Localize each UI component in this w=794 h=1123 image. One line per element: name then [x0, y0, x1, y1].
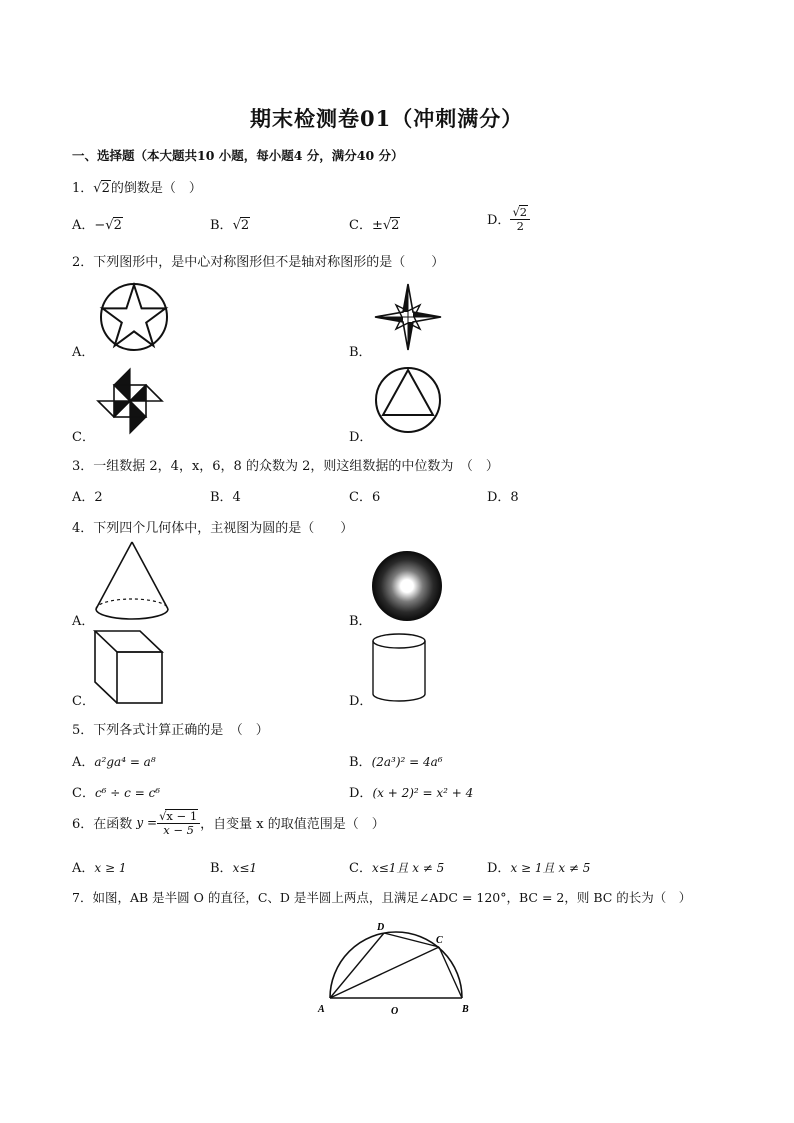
q5-option-c[interactable]: [72, 782, 160, 801]
cube-figure: [94, 630, 164, 704]
q4-option-d[interactable]: D．: [349, 694, 373, 709]
question-7-stem: 7．如图，AB 是半圆 O 的直径，C、D 是半圆上两点，且满足∠ADC = 120°，BC = 2，则 BC 的长为（ ）: [72, 890, 692, 905]
circle-triangle-figure: [374, 366, 442, 434]
q1-d-denominator: 2: [516, 218, 524, 233]
q5-option-d[interactable]: [349, 782, 473, 801]
q6-c-expression: x≤1且 x ≠ 5: [371, 861, 445, 875]
q2-option-b[interactable]: B．: [349, 345, 372, 360]
q6-option-c[interactable]: [349, 857, 444, 876]
option-label: A．: [72, 861, 95, 876]
option-label: A．: [72, 218, 95, 233]
option-label: B．: [210, 861, 233, 876]
compass-star-figure: [374, 283, 442, 351]
q6-a-expression: x ≥ 1: [94, 861, 127, 875]
q6-option-b[interactable]: [210, 857, 257, 876]
option-label: B．: [349, 755, 372, 770]
pinwheel-figure: [96, 367, 164, 435]
q3-option-b[interactable]: B．4: [210, 490, 241, 505]
q6-option-a[interactable]: [72, 857, 126, 876]
circle-star-figure: [98, 281, 170, 353]
option-label: C．: [349, 861, 372, 876]
q2-option-c[interactable]: C．: [72, 430, 95, 445]
q1-a-radicand: 2: [113, 218, 122, 233]
label-a: A: [318, 1004, 325, 1015]
option-label: D．: [487, 861, 511, 876]
q5-c-expression: c⁶ ÷ c = c⁶: [94, 786, 161, 800]
q1-option-d[interactable]: D． $\frac{√2}{2}$: [487, 205, 530, 232]
question-4-stem: 4．下列四个几何体中，主视图为圆的是（ ）: [72, 521, 354, 536]
q6-function-lhs: y =: [136, 815, 158, 830]
question-6-stem: [72, 809, 385, 836]
q6-numerator: x − 1: [166, 809, 198, 823]
q4-option-c[interactable]: C．: [72, 694, 95, 709]
q6-b-expression: x≤1: [232, 861, 258, 875]
q3-option-a[interactable]: A．2: [72, 490, 103, 505]
label-c: C: [436, 935, 443, 946]
section-heading: 一、选择题（本大题共10 小题，每小题4 分，满分40 分）: [72, 148, 404, 163]
q6-option-d[interactable]: [487, 857, 590, 876]
cylinder-figure: [371, 633, 427, 703]
q6-d-expression: x ≥ 1且 x ≠ 5: [510, 861, 591, 875]
option-label: C．: [72, 786, 95, 801]
q6-denominator: x − 5: [163, 822, 194, 837]
label-d: D: [377, 922, 385, 933]
q6-prefix: 6．在函数: [72, 817, 137, 833]
q4-option-b[interactable]: B．: [349, 614, 372, 629]
q5-d-expression: (x + 2)² = x² + 4: [372, 786, 474, 800]
q1-c-radicand: 2: [391, 218, 400, 233]
sphere-figure: [371, 550, 443, 622]
q3-option-c[interactable]: C．6: [349, 490, 381, 505]
option-label: A．: [72, 755, 95, 770]
question-1-stem: 1．√2的倒数是（ ）: [72, 181, 202, 196]
cone-figure: [94, 541, 170, 623]
q2-option-d[interactable]: D．: [349, 430, 373, 445]
q1-suffix: 的倒数是（ ）: [110, 181, 202, 196]
option-label: C．: [349, 218, 372, 233]
q6-suffix: ，自变量 x 的取值范围是（ ）: [200, 817, 385, 833]
q1-a-sign: −: [94, 218, 106, 233]
q2-option-a[interactable]: A．: [72, 345, 95, 360]
q5-a-expression: a²ga⁴ = a⁸: [94, 755, 156, 769]
q1-radicand: 2: [101, 181, 110, 196]
q3-option-d[interactable]: D．8: [487, 490, 519, 505]
semicircle-figure: [318, 918, 474, 1018]
q1-option-b[interactable]: B．√2: [210, 218, 250, 233]
page-title: 期末检测卷01（冲刺满分）: [250, 106, 524, 131]
q5-b-expression: (2a³)² = 4a⁶: [371, 755, 443, 769]
q1-prefix: 1．: [72, 181, 94, 196]
question-3-stem: 3．一组数据 2，4，x，6，8 的众数为 2，则这组数据的中位数为 （ ）: [72, 459, 499, 474]
option-label: B．: [210, 218, 233, 233]
q5-option-a[interactable]: [72, 751, 156, 770]
label-o: O: [391, 1006, 399, 1017]
q1-option-c[interactable]: C．±√2: [349, 218, 400, 233]
q1-c-sign: ±: [371, 218, 383, 233]
option-label: D．: [349, 786, 373, 801]
q6-fraction: $\frac{√x - 1}{x - 5}$: [157, 809, 200, 836]
q5-option-b[interactable]: [349, 751, 443, 770]
question-2-stem: 2．下列图形中，是中心对称图形但不是轴对称图形的是（ ）: [72, 255, 445, 270]
q1-b-radicand: 2: [240, 218, 250, 233]
question-5-stem: 5．下列各式计算正确的是 （ ）: [72, 723, 269, 738]
option-label: D．: [487, 213, 511, 229]
q4-option-a[interactable]: A．: [72, 614, 95, 629]
label-b: B: [462, 1004, 469, 1015]
q1-d-radicand: 2: [519, 205, 528, 219]
q1-option-a[interactable]: A．−√2: [72, 218, 122, 233]
